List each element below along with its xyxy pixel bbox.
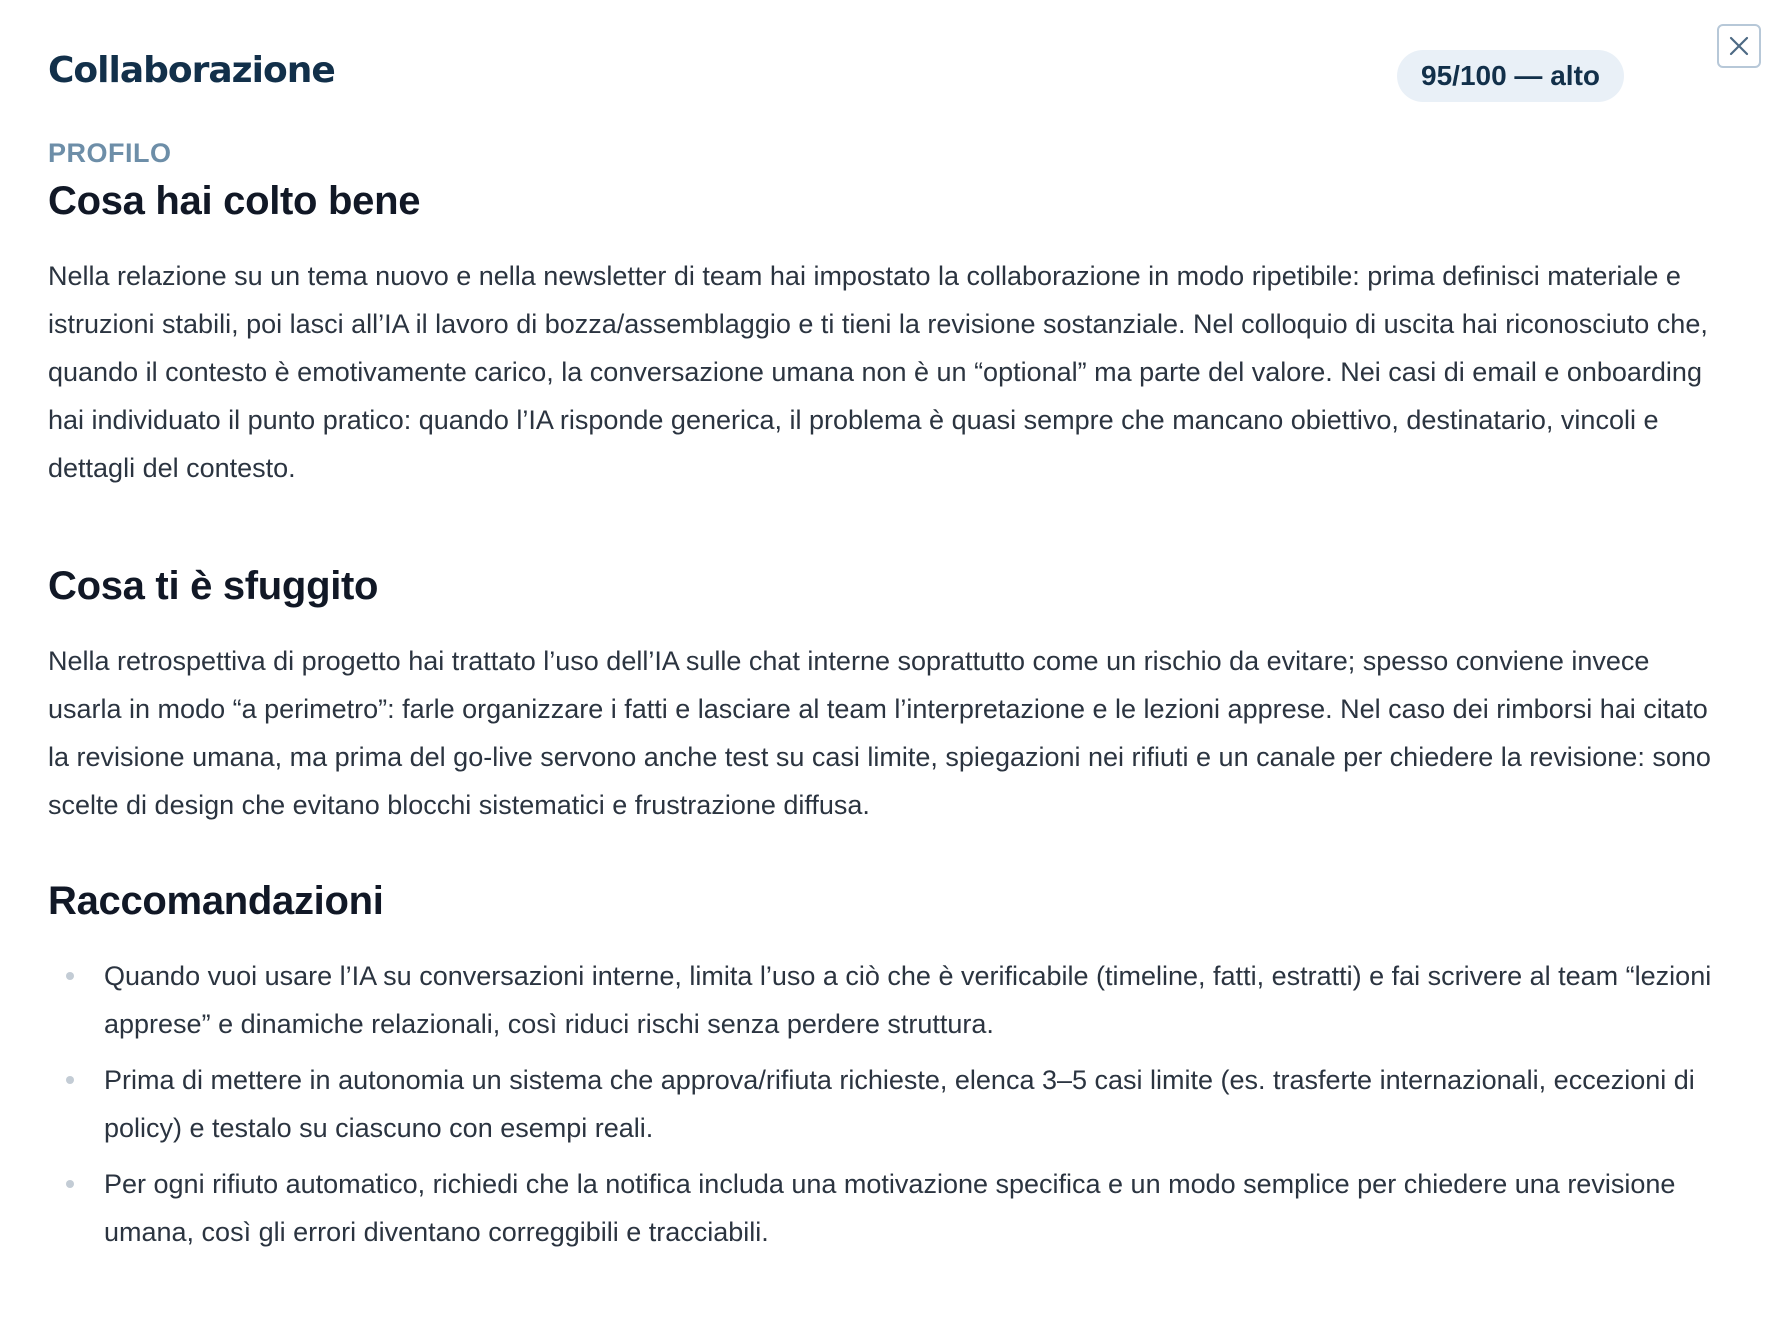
score-badge: 95/100 — alto (1397, 50, 1624, 102)
section-missed (48, 564, 1728, 829)
strengths-heading: Cosa hai colto bene (48, 179, 421, 223)
list-item (48, 1160, 1728, 1256)
close-button[interactable] (1717, 24, 1761, 68)
missed-heading: Cosa ti è sfuggito (48, 564, 379, 608)
page-title: Collaborazione (48, 50, 335, 91)
recommendation-text: Per ogni rifiuto automatico, richiedi che la notifica includa una motivazione specifica e un modo semplice per chiedere una revisione umana, così gli errori diventano correggibili e tracciabili. (104, 1169, 1676, 1247)
recommendations-list (48, 952, 1728, 1256)
profile-eyebrow: PROFILO (48, 138, 172, 168)
recommendation-text: Quando vuoi usare l’IA su conversazioni interne, limita l’uso a ciò che è verificabile (timeline, fatti, estratti) e fai scrivere al team “lezioni apprese” e dinamiche relazionali, così riduci rischi senza perdere struttura. (104, 961, 1712, 1039)
bullet-icon (66, 972, 74, 980)
bullet-icon (66, 1076, 74, 1084)
panel-header (48, 48, 1740, 104)
list-item (48, 952, 1728, 1048)
panel-content (48, 138, 1728, 1264)
list-item (48, 1056, 1728, 1152)
bullet-icon (66, 1180, 74, 1188)
section-recommendations (48, 879, 1728, 1256)
missed-text: Nella retrospettiva di progetto hai trattato l’uso dell’IA sulle chat interne soprattutto come un rischio da evitare; spesso conviene invece usarla in modo “a perimetro”: farle organizzare i fatti e lasciare al team l’interpretazione e le lezioni apprese. Nel caso dei rimborsi hai citato la revisione umana, ma prima del go-live servono anche test su casi limite, spiegazioni nei rifiuti e un canale per chiedere la revisione: sono scelte di design che evitano blocchi sistematici e frustrazione diffusa. (48, 646, 1711, 820)
section-strengths (48, 179, 1728, 492)
recommendation-text: Prima di mettere in autonomia un sistema che approva/rifiuta richieste, elenca 3–5 casi limite (es. trasferte internazionali, eccezioni di policy) e testalo su ciascuno con esempi reali. (104, 1065, 1695, 1143)
strengths-text: Nella relazione su un tema nuovo e nella newsletter di team hai impostato la collaborazione in modo ripetibile: prima definisci materiale e istruzioni stabili, poi lasci all’IA il lavoro di bozza/assemblaggio e ti tieni la revisione sostanziale. Nel colloquio di uscita hai riconosciuto che, quando il contesto è emotivamente carico, la conversazione umana non è un “optional” ma parte del valore. Nei casi di email e onboarding hai individuato il punto pratico: quando l’IA risponde generica, il problema è quasi sempre che mancano obiettivo, destinatario, vincoli e dettagli del contesto. (48, 261, 1708, 483)
recommendations-heading: Raccomandazioni (48, 879, 384, 923)
close-icon (1728, 35, 1750, 57)
